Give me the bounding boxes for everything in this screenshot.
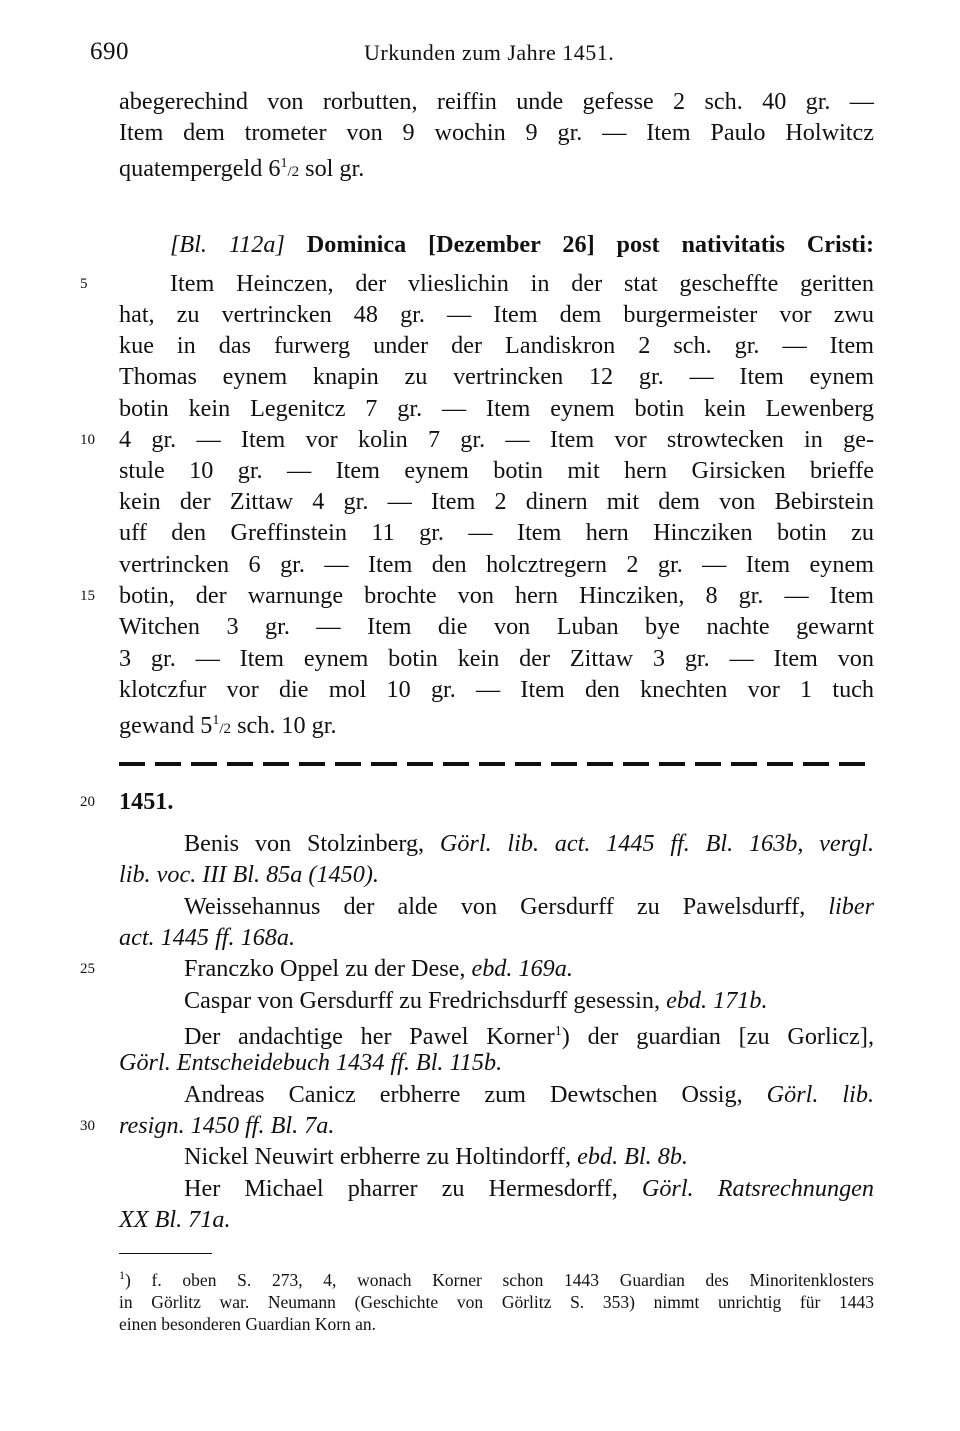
text-line — [0, 703, 960, 739]
line-text: Andreas Canicz erbherre zum Dewtschen Ossig, Görl. lib. — [184, 1081, 874, 1108]
line-text: stule 10 gr. — Item eynem botin mit hern Girsicken brieffe — [119, 457, 874, 484]
section-separator-dashes — [119, 762, 874, 766]
folio-reference: [Bl. 112a] — [170, 231, 285, 258]
text-line — [0, 609, 960, 645]
text-line — [0, 1202, 960, 1238]
section-heading-line — [0, 227, 960, 263]
line-number: 5 — [80, 276, 88, 292]
line-text: act. 1445 ff. 168a. — [119, 924, 296, 951]
line-text: lib. voc. III Bl. 85a (1450). — [119, 861, 379, 888]
text-line — [0, 146, 960, 182]
line-text: uff den Greffinstein 11 gr. — Item hern Hincziken botin zu — [119, 519, 874, 546]
line-text: kein der Zittaw 4 gr. — Item 2 dinern mit dem von Bebirstein — [119, 488, 874, 515]
line-text: Franczko Oppel zu der Dese, ebd. 169a. — [184, 955, 573, 982]
line-text: hat, zu vertrincken 48 gr. — Item dem burgermeister vor zwu — [119, 301, 874, 328]
line-text: Item Heinczen, der vlieslichin in der stat gescheffte geritten — [170, 270, 874, 297]
line-text: Witchen 3 gr. — Item die von Luban bye nachte gewarnt — [119, 613, 874, 640]
line-text: Caspar von Gersdurff zu Fredrichsdurff gesessin, ebd. 171b. — [184, 987, 768, 1014]
line-text: Benis von Stolzinberg, Görl. lib. act. 1445 ff. Bl. 163b, vergl. — [184, 830, 874, 857]
year-heading-line — [0, 784, 960, 820]
line-text: klotczfur vor die mol 10 gr. — Item den knechten vor 1 tuch — [119, 676, 874, 703]
running-title: Urkunden zum Jahre 1451. — [364, 40, 615, 65]
text-line — [0, 1139, 960, 1175]
line-text: Nickel Neuwirt erbherre zu Holtindorff, ebd. Bl. 8b. — [184, 1143, 688, 1170]
line-number: 30 — [80, 1118, 95, 1134]
text-line — [0, 857, 960, 893]
page-number: 690 — [90, 38, 129, 65]
line-text: Der andachtige her Pawel Korner$^1$) der guardian [zu Gorlicz], — [184, 1023, 874, 1050]
footnote-line: $^1$) f. oben S. 273, 4, wonach Korner schon 1443 Guardian des Minoritenklosters — [119, 1268, 874, 1290]
line-text: resign. 1450 ff. Bl. 7a. — [119, 1112, 335, 1139]
line-text: kue in das furwerg under der Landiskron 2 sch. gr. — Item — [119, 332, 874, 359]
year-heading: 1451. — [119, 788, 174, 815]
line-text: Item dem trometer von 9 wochin 9 gr. — Item Paulo Holwitcz — [119, 119, 874, 146]
line-text: 4 gr. — Item vor kolin 7 gr. — Item vor strowtecken in ge- — [119, 426, 874, 453]
line-text: botin, der warnunge brochte von hern Hincziken, 8 gr. — Item — [119, 582, 874, 609]
line-text: Thomas eynem knapin zu vertrincken 12 gr. — Item eynem — [119, 363, 874, 390]
footnote-rule — [119, 1253, 212, 1254]
line-text: Her Michael pharrer zu Hermesdorff, Görl. Ratsrechnungen — [184, 1175, 874, 1202]
line-number: 20 — [80, 794, 95, 810]
line-text: XX Bl. 71a. — [119, 1206, 231, 1233]
line-text: vertrincken 6 gr. — Item den holcztregern 2 gr. — Item eynem — [119, 551, 874, 578]
line-number: 15 — [80, 588, 95, 604]
heading-text: Dominica [Dezember 26] post nativitatis Cristi: — [284, 231, 874, 258]
footnote — [119, 1264, 874, 1335]
line-text: gewand $5^1/2$ sch. 10 gr. — [119, 712, 337, 739]
footnote-line: in Görlitz war. Neumann (Geschichte von Görlitz S. 353) nimmt unrichtig für 1443 — [119, 1292, 874, 1312]
line-text: 3 gr. — Item eynem botin kein der Zittaw 3 gr. — Item von — [119, 645, 874, 672]
line-text: Görl. Entscheidebuch 1434 ff. Bl. 115b. — [119, 1049, 503, 1076]
footnote-line: einen besonderen Guardian Korn an. — [119, 1314, 377, 1334]
footnote-mark: 1 — [119, 1268, 125, 1282]
line-text: quatempergeld $6^1/2$ sol gr. — [119, 155, 365, 182]
text-line — [0, 515, 960, 551]
line-text: abegerechind von rorbutten, reiffin unde gefesse 2 sch. 40 gr. — — [119, 88, 874, 115]
line-number: 10 — [80, 432, 95, 448]
text-line — [0, 951, 960, 987]
footnote-reference: 1 — [554, 1024, 562, 1039]
line-number: 25 — [80, 961, 95, 977]
line-text: Weissehannus der alde von Gersdurff zu Pawelsdurff, liber — [184, 893, 874, 920]
section-heading — [170, 227, 874, 263]
text-line — [0, 1045, 960, 1081]
line-text: botin kein Legenitcz 7 gr. — Item eynem botin kein Lewenberg — [119, 395, 874, 422]
text-line — [0, 359, 960, 395]
